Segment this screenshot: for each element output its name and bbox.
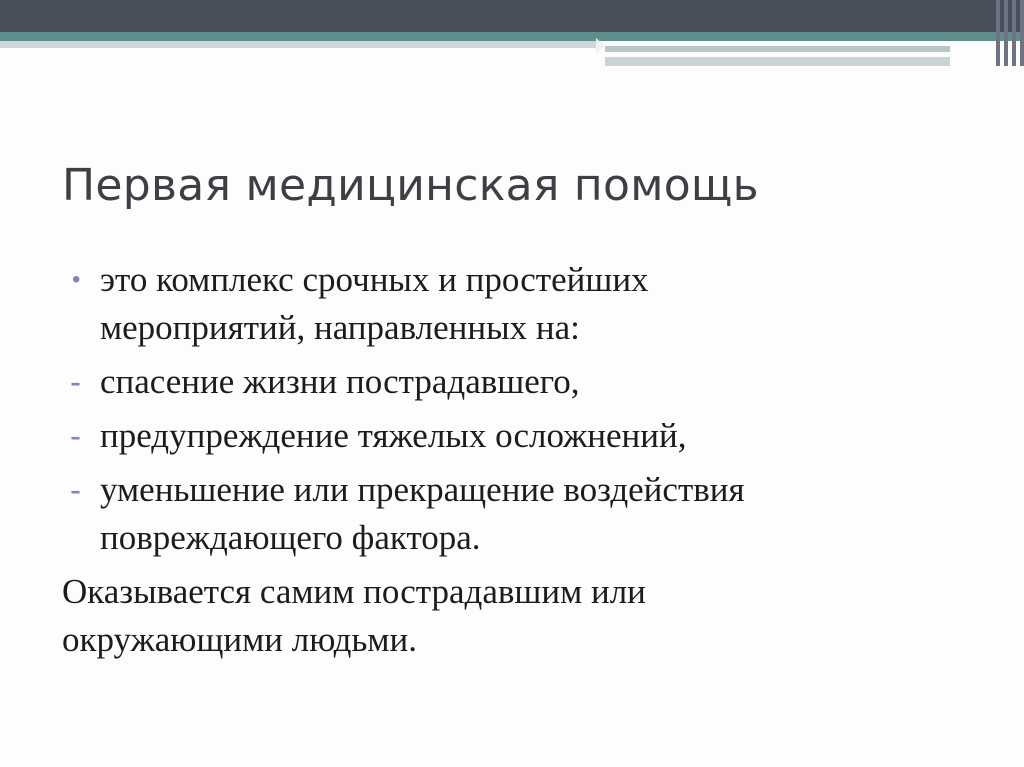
dash-icon: - bbox=[70, 417, 81, 454]
slide-body bbox=[62, 256, 962, 664]
header-band-light bbox=[0, 41, 600, 48]
list-item-line: мероприятий, направленных на: bbox=[100, 308, 580, 347]
list-item bbox=[62, 358, 962, 406]
list-item bbox=[62, 466, 962, 562]
header-band-right-strip bbox=[605, 57, 950, 66]
dash-icon: - bbox=[70, 363, 81, 400]
bullet-icon: • bbox=[72, 266, 81, 293]
note-line: окружающими людьми. bbox=[62, 620, 417, 659]
list-item-line: предупреждение тяжелых осложнений, bbox=[100, 416, 687, 455]
header-stripe bbox=[1012, 0, 1016, 66]
list-item-line: спасение жизни пострадавшего, bbox=[100, 362, 580, 401]
note-line: Оказывается самим пострадавшим или bbox=[62, 572, 646, 611]
list-item-line: уменьшение или прекращение воздействия bbox=[100, 470, 745, 509]
slide-title: Первая медицинская помощь bbox=[62, 160, 759, 211]
list-item-line: это комплекс срочных и простейших bbox=[100, 260, 649, 299]
dash-icon: - bbox=[70, 471, 81, 508]
list-item bbox=[62, 256, 962, 352]
header-stripe bbox=[1020, 0, 1024, 66]
header-band-dark bbox=[0, 0, 1024, 32]
header-stripe bbox=[996, 0, 1000, 66]
header-band-teal bbox=[0, 32, 1024, 41]
header-arrow-icon bbox=[596, 38, 605, 54]
list-item-line: повреждающего фактора. bbox=[100, 518, 481, 557]
header-band-right bbox=[605, 46, 950, 52]
list-item bbox=[62, 412, 962, 460]
header-stripe bbox=[1004, 0, 1008, 66]
note-paragraph bbox=[62, 568, 962, 664]
